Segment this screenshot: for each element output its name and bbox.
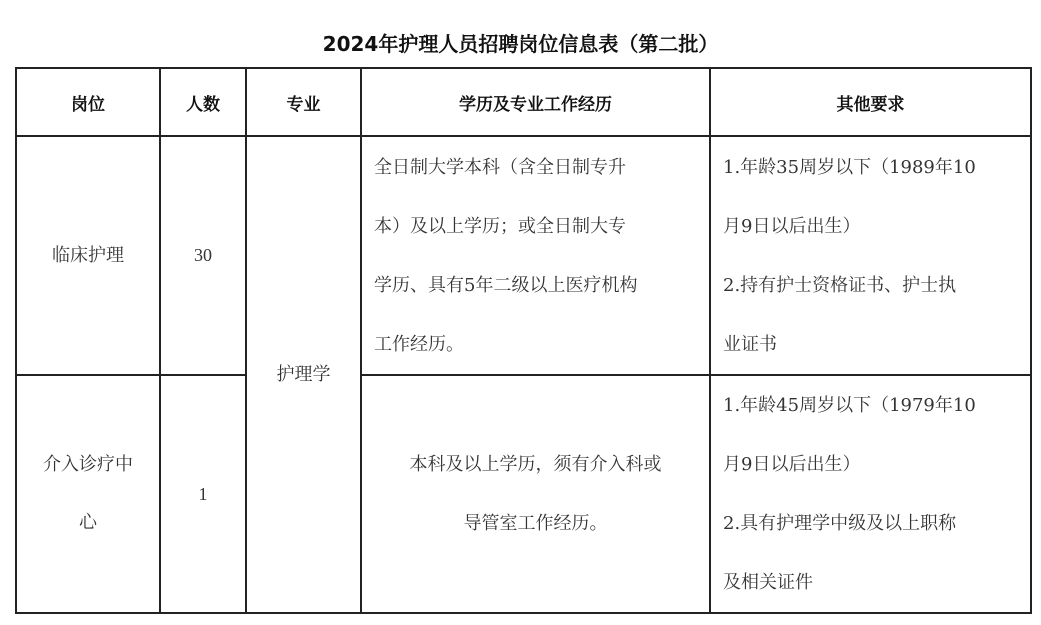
education-line: 全日制大学本科（含全日制专升 bbox=[374, 156, 626, 178]
header-other-requirements: 其他要求 bbox=[710, 68, 1031, 136]
other-requirements-cell bbox=[710, 375, 1031, 613]
recruitment-table bbox=[15, 67, 1032, 614]
header-education: 学历及专业工作经历 bbox=[361, 68, 710, 136]
count-cell: 1 bbox=[160, 375, 246, 613]
requirement-line: 2.具有护理学中级及以上职称 bbox=[723, 513, 957, 534]
other-requirements-cell bbox=[710, 136, 1031, 375]
requirement-line: 业证书 bbox=[723, 333, 777, 355]
page-title: 2024年护理人员招聘岗位信息表（第二批） bbox=[322, 32, 719, 56]
position-text: 临床护理 bbox=[52, 244, 124, 266]
table-row bbox=[16, 375, 1031, 613]
education-line: 本科及以上学历，须有介入科或 bbox=[409, 454, 662, 475]
count-cell: 30 bbox=[160, 136, 246, 375]
education-line: 导管室工作经历。 bbox=[463, 513, 608, 534]
table-header-row bbox=[16, 68, 1031, 136]
education-line: 工作经历。 bbox=[374, 333, 464, 355]
header-position: 岗位 bbox=[16, 68, 160, 136]
table-row bbox=[16, 136, 1031, 375]
requirement-line: 1.年龄45周岁以下（1979年10 bbox=[723, 395, 976, 416]
education-cell bbox=[361, 136, 710, 375]
requirement-line: 及相关证件 bbox=[723, 572, 813, 593]
header-count: 人数 bbox=[160, 68, 246, 136]
position-text: 心 bbox=[79, 512, 97, 533]
position-cell bbox=[16, 375, 160, 613]
education-cell bbox=[361, 375, 710, 613]
major-cell: 护理学 bbox=[246, 136, 361, 613]
requirement-line: 月9日以后出生） bbox=[723, 454, 861, 475]
requirement-line: 月9日以后出生） bbox=[723, 215, 861, 237]
position-cell bbox=[16, 136, 160, 375]
position-text: 介入诊疗中 bbox=[43, 454, 133, 475]
header-major: 专业 bbox=[246, 68, 361, 136]
education-line: 本）及以上学历；或全日制大专 bbox=[374, 215, 626, 237]
education-line: 学历、具有5年二级以上医疗机构 bbox=[374, 274, 638, 296]
requirement-line: 1.年龄35周岁以下（1989年10 bbox=[723, 156, 976, 178]
requirement-line: 2.持有护士资格证书、护士执 bbox=[723, 274, 957, 296]
